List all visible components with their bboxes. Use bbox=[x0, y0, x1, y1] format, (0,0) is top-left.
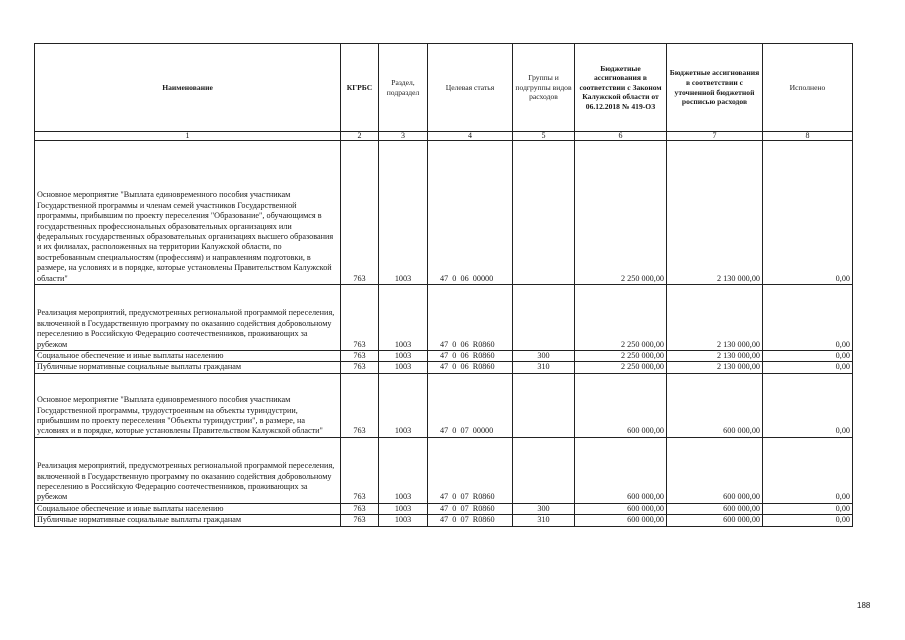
row-executed: 0,00 bbox=[763, 437, 853, 503]
page-number: 188 bbox=[857, 601, 871, 610]
header-kgrbs: КГРБС bbox=[341, 44, 379, 132]
column-number: 8 bbox=[763, 132, 853, 141]
row-group: 310 bbox=[513, 515, 575, 526]
column-number: 1 bbox=[35, 132, 341, 141]
row-target: 47 0 06 00000 bbox=[428, 141, 513, 285]
row-target: 47 0 07 R0860 bbox=[428, 437, 513, 503]
row-executed: 0,00 bbox=[763, 362, 853, 373]
row-group: 300 bbox=[513, 503, 575, 514]
row-section: 1003 bbox=[379, 141, 428, 285]
row-budget-law: 600 000,00 bbox=[575, 503, 667, 514]
row-target: 47 0 07 00000 bbox=[428, 373, 513, 437]
row-budget-law: 2 250 000,00 bbox=[575, 285, 667, 351]
row-target: 47 0 07 R0860 bbox=[428, 503, 513, 514]
row-executed: 0,00 bbox=[763, 141, 853, 285]
column-number: 7 bbox=[667, 132, 763, 141]
row-kgrbs: 763 bbox=[341, 285, 379, 351]
row-group bbox=[513, 373, 575, 437]
row-section: 1003 bbox=[379, 362, 428, 373]
row-name: Основное мероприятие "Выплата единовременного пособия участникам Государственной программы, трудоустроенным на объекты туриндустрии, прибывшим по проекту переселения "Объекты туриндустрии", в размере, на условиях и в порядке, которые установлены Правительством Калужской области" bbox=[35, 373, 341, 437]
row-group bbox=[513, 437, 575, 503]
row-executed: 0,00 bbox=[763, 373, 853, 437]
row-budget-refined: 2 130 000,00 bbox=[667, 285, 763, 351]
row-kgrbs: 763 bbox=[341, 362, 379, 373]
column-number: 5 bbox=[513, 132, 575, 141]
row-section: 1003 bbox=[379, 437, 428, 503]
column-number: 6 bbox=[575, 132, 667, 141]
row-section: 1003 bbox=[379, 515, 428, 526]
row-budget-refined: 600 000,00 bbox=[667, 503, 763, 514]
row-executed: 0,00 bbox=[763, 285, 853, 351]
table-row bbox=[35, 362, 853, 373]
row-kgrbs: 763 bbox=[341, 351, 379, 362]
row-name: Социальное обеспечение и иные выплаты населению bbox=[35, 503, 341, 514]
row-executed: 0,00 bbox=[763, 351, 853, 362]
row-budget-refined: 2 130 000,00 bbox=[667, 362, 763, 373]
row-kgrbs: 763 bbox=[341, 503, 379, 514]
table-row bbox=[35, 285, 853, 351]
row-group: 310 bbox=[513, 362, 575, 373]
row-target: 47 0 06 R0860 bbox=[428, 362, 513, 373]
table-row bbox=[35, 141, 853, 285]
header-target: Целевая статья bbox=[428, 44, 513, 132]
row-group: 300 bbox=[513, 351, 575, 362]
row-kgrbs: 763 bbox=[341, 515, 379, 526]
row-kgrbs: 763 bbox=[341, 437, 379, 503]
row-target: 47 0 06 R0860 bbox=[428, 351, 513, 362]
row-kgrbs: 763 bbox=[341, 141, 379, 285]
row-name: Публичные нормативные социальные выплаты гражданам bbox=[35, 515, 341, 526]
header-section: Раздел, подраздел bbox=[379, 44, 428, 132]
row-target: 47 0 06 R0860 bbox=[428, 285, 513, 351]
column-number-row bbox=[35, 132, 853, 141]
table-row bbox=[35, 373, 853, 437]
column-number: 3 bbox=[379, 132, 428, 141]
column-number: 4 bbox=[428, 132, 513, 141]
row-budget-law: 600 000,00 bbox=[575, 373, 667, 437]
row-budget-law: 2 250 000,00 bbox=[575, 362, 667, 373]
table-row bbox=[35, 437, 853, 503]
row-budget-refined: 2 130 000,00 bbox=[667, 351, 763, 362]
row-section: 1003 bbox=[379, 373, 428, 437]
row-budget-law: 600 000,00 bbox=[575, 437, 667, 503]
row-executed: 0,00 bbox=[763, 503, 853, 514]
header-name: Наименование bbox=[35, 44, 341, 132]
row-name: Социальное обеспечение и иные выплаты населению bbox=[35, 351, 341, 362]
header-executed: Исполнено bbox=[763, 44, 853, 132]
row-executed: 0,00 bbox=[763, 515, 853, 526]
row-name: Публичные нормативные социальные выплаты гражданам bbox=[35, 362, 341, 373]
row-budget-law: 600 000,00 bbox=[575, 515, 667, 526]
row-budget-refined: 600 000,00 bbox=[667, 515, 763, 526]
row-section: 1003 bbox=[379, 503, 428, 514]
row-name: Основное мероприятие "Выплата единовременного пособия участникам Государственной программы и членам семей участников Государственной программы, прибывшим по проекту переселения "Образование", обучающимся в государственных профессиональных образовательных организациях или федеральных государственных образовательных организациях высшего образования и их филиалах, расположенных на территории Калужской области, по востребованным специальностям (профессиям) и направлениям подготовки, в размере, на условиях и в порядке, которые установлены Правительством Калужской области" bbox=[35, 141, 341, 285]
row-section: 1003 bbox=[379, 351, 428, 362]
row-target: 47 0 07 R0860 bbox=[428, 515, 513, 526]
table-row bbox=[35, 515, 853, 526]
row-name: Реализация мероприятий, предусмотренных региональной программой переселения, включенной в Государственную программу по оказанию содействия добровольному переселению в Российскую Федерацию соотечественников, проживающих за рубежом bbox=[35, 285, 341, 351]
header-budget-law: Бюджетные ассигнования в соответствии с Законом Калужской области от 06.12.2018 № 419-ОЗ bbox=[575, 44, 667, 132]
row-budget-law: 2 250 000,00 bbox=[575, 141, 667, 285]
header-budget-refined: Бюджетные ассигнования в соответствии с уточненной бюджетной росписью расходов bbox=[667, 44, 763, 132]
row-budget-law: 2 250 000,00 bbox=[575, 351, 667, 362]
header-row bbox=[35, 44, 853, 132]
column-number: 2 bbox=[341, 132, 379, 141]
table-row bbox=[35, 351, 853, 362]
row-budget-refined: 2 130 000,00 bbox=[667, 141, 763, 285]
row-budget-refined: 600 000,00 bbox=[667, 437, 763, 503]
row-group bbox=[513, 285, 575, 351]
row-section: 1003 bbox=[379, 285, 428, 351]
header-groups: Группы и подгруппы видов расходов bbox=[513, 44, 575, 132]
row-group bbox=[513, 141, 575, 285]
budget-table bbox=[34, 43, 853, 527]
table-row bbox=[35, 503, 853, 514]
row-name: Реализация мероприятий, предусмотренных региональной программой переселения, включенной в Государственную программу по оказанию содействия добровольному переселению в Российскую Федерацию соотечественников, проживающих за рубежом bbox=[35, 437, 341, 503]
row-budget-refined: 600 000,00 bbox=[667, 373, 763, 437]
row-kgrbs: 763 bbox=[341, 373, 379, 437]
